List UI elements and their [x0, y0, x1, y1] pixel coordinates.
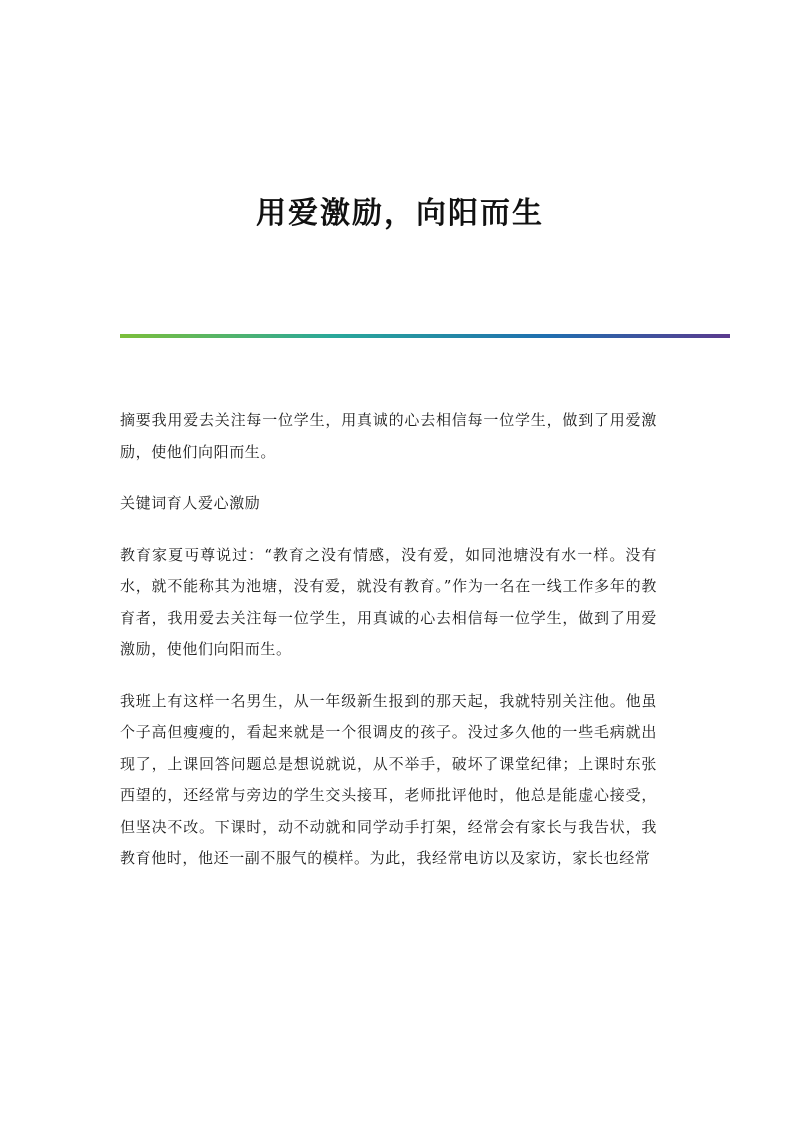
document-title: 用爱激励，向阳而生 [256, 196, 544, 231]
body-paragraph-1: 教育家夏丏尊说过：“教育之没有情感，没有爱，如同池塘没有水一样。没有水，就不能称其为池塘，没有爱，就没有教育。”作为一名在一线工作多年的教育者，我用爱去关注每一位学生，用真诚的心去相信每一位学生，做到了用爱激励，使他们向阳而生。 [120, 545, 657, 658]
gradient-divider [120, 334, 730, 338]
abstract-paragraph: 摘要我用爱去关注每一位学生，用真诚的心去相信每一位学生，做到了用爱激励，使他们向阳而生。 [120, 411, 657, 461]
document-body [120, 405, 657, 895]
keywords-paragraph: 关键词育人爱心激励 [120, 494, 261, 512]
body-paragraph-2: 我班上有这样一名男生，从一年级新生报到的那天起，我就特别关注他。他虽个子高但瘦瘦的，看起来就是一个很调皮的孩子。没过多久他的一些毛病就出现了，上课回答问题总是想说就说，从不举手，破坏了课堂纪律；上课时东张西望的，还经常与旁边的学生交头接耳，老师批评他时，他总是能虚心接受，但坚决不改。下课时，动不动就和同学动手打架，经常会有家长与我告状，我教育他时，他还一副不服气的模样。为此，我经常电访以及家访，家长也经常 [120, 691, 657, 867]
